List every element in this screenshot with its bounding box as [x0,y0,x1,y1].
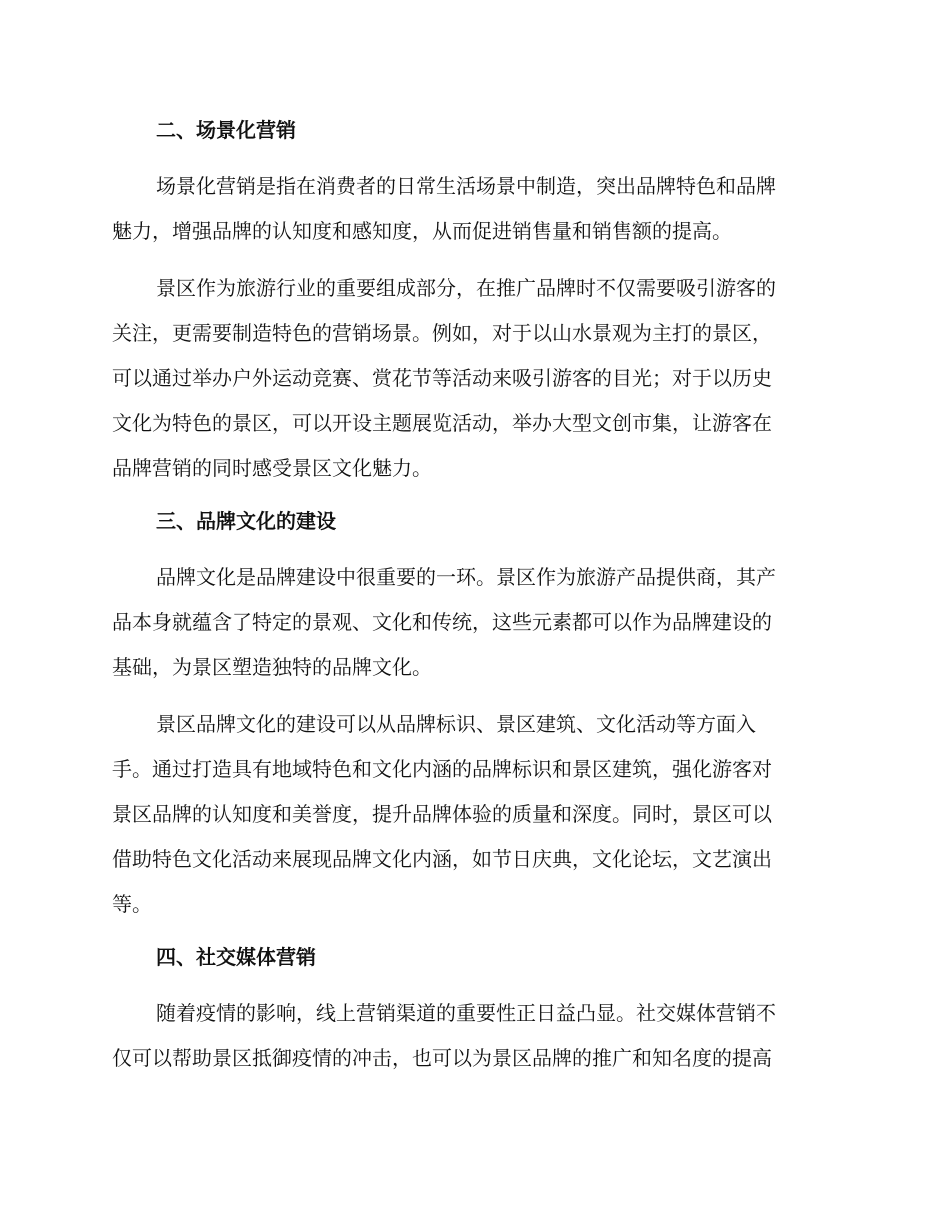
paragraph [112,702,832,927]
text-line: 借助特色文化活动来展现品牌文化内涵，如节日庆典，文化论坛，文艺演出 [112,847,772,871]
text-line: 场景化营销是指在消费者的日常生活场景中制造，突出品牌特色和品牌 [156,174,776,198]
text-line: 基础，为景区塑造独特的品牌文化。 [112,655,432,679]
paragraph [112,555,832,690]
text-line: 景区品牌的认知度和美誉度，提升品牌体验的质量和深度。同时，景区可以 [112,802,772,826]
section-heading: 二、场景化营销 [156,118,296,142]
paragraph [112,991,832,1081]
section-heading: 四、社交媒体营销 [156,945,316,969]
text-line: 等。 [112,892,152,916]
text-line: 可以通过举办户外运动竞赛、赏花节等活动来吸引游客的目光；对于以历史 [112,366,772,390]
text-line: 品牌文化是品牌建设中很重要的一环。景区作为旅游产品提供商，其产 [156,565,776,589]
text-line: 随着疫情的影响，线上营销渠道的重要性正日益凸显。社交媒体营销不 [156,1001,776,1025]
text-line: 关注，更需要制造特色的营销场景。例如，对于以山水景观为主打的景区， [112,321,772,345]
text-line: 文化为特色的景区，可以开设主题展览活动，举办大型文创市集，让游客在 [112,411,772,435]
text-line: 品本身就蕴含了特定的景观、文化和传统，这些元素都可以作为品牌建设的 [112,610,772,634]
text-line: 魅力，增强品牌的认知度和感知度，从而促进销售量和销售额的提高。 [112,219,732,243]
text-line: 景区作为旅游行业的重要组成部分，在推广品牌时不仅需要吸引游客的 [156,276,776,300]
section-heading: 三、品牌文化的建设 [156,509,336,533]
paragraph [112,266,832,491]
text-line: 景区品牌文化的建设可以从品牌标识、景区建筑、文化活动等方面入 [156,712,756,736]
text-line: 仅可以帮助景区抵御疫情的冲击，也可以为景区品牌的推广和知名度的提高 [112,1046,772,1070]
text-line: 品牌营销的同时感受景区文化魅力。 [112,456,432,480]
paragraph [112,164,832,254]
text-line: 手。通过打造具有地域特色和文化内涵的品牌标识和景区建筑，强化游客对 [112,757,772,781]
document-body [112,112,832,1093]
